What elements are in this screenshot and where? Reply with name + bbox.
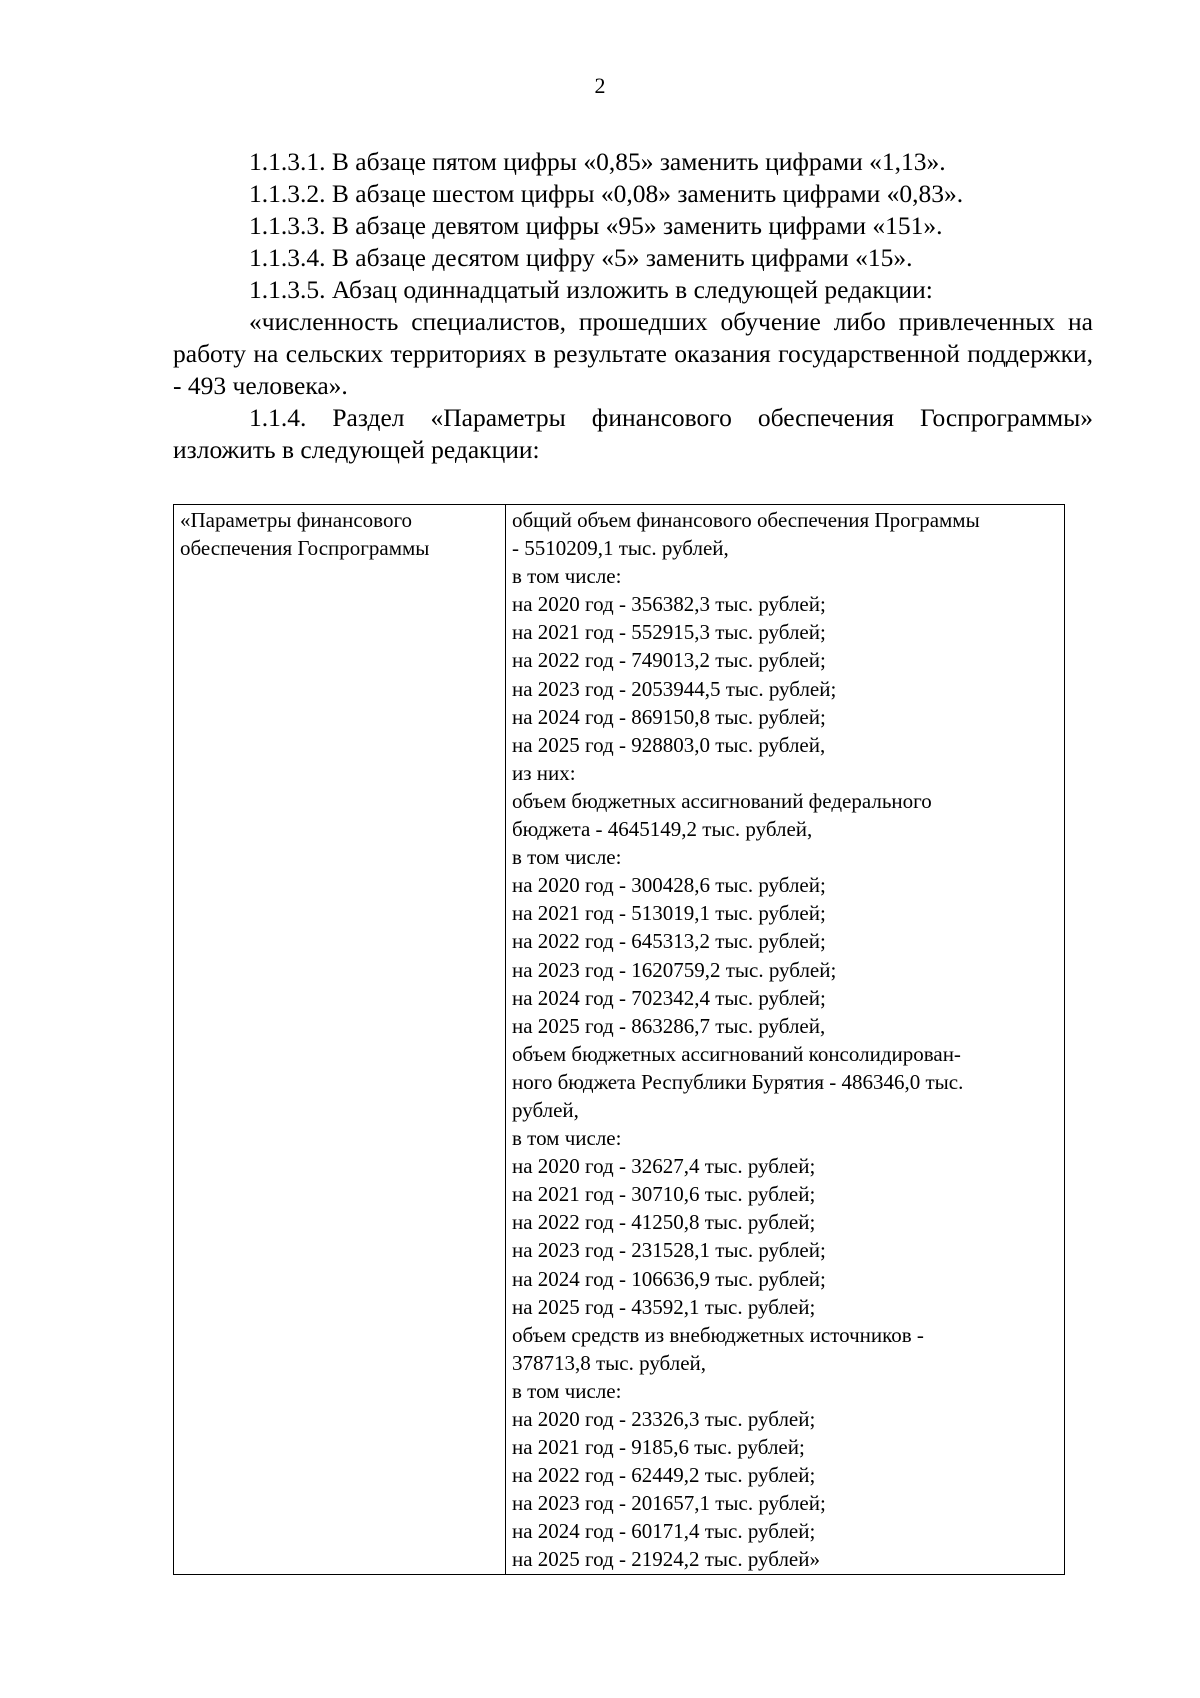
value-line: на 2025 год - 928803,0 тыс. рублей, xyxy=(512,732,826,757)
value-line: объем средств из внебюджетных источников - xyxy=(512,1322,924,1347)
label-line: обеспечения Госпрограммы xyxy=(180,536,430,561)
value-line: на 2023 год - 1620759,2 тыс. рублей; xyxy=(512,957,837,982)
value-line: рублей, xyxy=(512,1097,579,1122)
value-line: на 2021 год - 552915,3 тыс. рублей; xyxy=(512,620,826,645)
value-line: на 2020 год - 23326,3 тыс. рублей; xyxy=(512,1407,816,1431)
table-row xyxy=(174,505,1065,1575)
value-line: на 2025 год - 863286,7 тыс. рублей, xyxy=(512,1013,826,1038)
value-line: на 2023 год - 201657,1 тыс. рублей; xyxy=(512,1491,826,1516)
value-line: на 2020 год - 300428,6 тыс. рублей; xyxy=(512,873,826,898)
value-line: в том числе: xyxy=(512,1378,622,1403)
value-line: на 2022 год - 41250,8 тыс. рублей; xyxy=(512,1210,816,1235)
label-line: «Параметры финансового xyxy=(180,508,413,532)
paragraph-quote-specialists: «численность специалистов, прошедших обучение либо привлеченных на работу на сельских территориях в результате оказания государственной поддержки, - 493 человека». xyxy=(173,307,1093,400)
value-line: на 2020 год - 32627,4 тыс. рублей; xyxy=(512,1154,816,1179)
value-line: на 2023 год - 2053944,5 тыс. рублей; xyxy=(512,676,837,701)
value-line: на 2025 год - 21924,2 тыс. рублей» xyxy=(512,1547,820,1572)
paragraph-1-1-3-5: 1.1.3.5. Абзац одиннадцатый изложить в следующей редакции: xyxy=(249,275,933,304)
value-line: в том числе: xyxy=(512,845,622,870)
value-line: бюджета - 4645149,2 тыс. рублей, xyxy=(512,817,813,842)
value-line: в том числе: xyxy=(512,564,622,589)
value-line: общий объем финансового обеспечения Программы xyxy=(512,508,980,532)
value-line: на 2024 год - 60171,4 тыс. рублей; xyxy=(512,1519,816,1544)
value-line: на 2025 год - 43592,1 тыс. рублей; xyxy=(512,1294,816,1319)
page-number: 2 xyxy=(594,73,606,98)
value-line: на 2022 год - 62449,2 тыс. рублей; xyxy=(512,1463,816,1488)
value-line: на 2024 год - 869150,8 тыс. рублей; xyxy=(512,704,826,729)
table-value-cell xyxy=(506,505,1065,1575)
paragraph-1-1-3-1: 1.1.3.1. В абзаце пятом цифры «0,85» заменить цифрами «1,13». xyxy=(249,147,946,176)
value-line: объем бюджетных ассигнований консолидирован- xyxy=(512,1041,961,1066)
value-line: на 2023 год - 231528,1 тыс. рублей; xyxy=(512,1238,826,1263)
value-line: - 5510209,1 тыс. рублей, xyxy=(512,536,729,561)
value-line: на 2024 год - 106636,9 тыс. рублей; xyxy=(512,1266,826,1291)
table-label-cell xyxy=(174,505,506,1575)
value-line: на 2021 год - 9185,6 тыс. рублей; xyxy=(512,1435,805,1460)
paragraph-1-1-3-3: 1.1.3.3. В абзаце девятом цифры «95» заменить цифрами «151». xyxy=(249,211,943,240)
value-line: объем бюджетных ассигнований федерального xyxy=(512,788,932,813)
value-line: в том числе: xyxy=(512,1126,622,1151)
value-line: из них: xyxy=(512,760,576,785)
value-line: на 2021 год - 30710,6 тыс. рублей; xyxy=(512,1182,816,1207)
value-line: на 2022 год - 645313,2 тыс. рублей; xyxy=(512,929,826,954)
value-line: ного бюджета Республики Бурятия - 486346,0 тыс. xyxy=(512,1069,964,1094)
value-line: 378713,8 тыс. рублей, xyxy=(512,1350,707,1375)
value-line: на 2022 год - 749013,2 тыс. рублей; xyxy=(512,648,826,673)
paragraph-1-1-4: 1.1.4. Раздел «Параметры финансового обеспечения Госпрограммы» изложить в следующей редакции: xyxy=(173,403,1093,464)
value-line: на 2024 год - 702342,4 тыс. рублей; xyxy=(512,985,826,1010)
value-line: на 2020 год - 356382,3 тыс. рублей; xyxy=(512,592,826,617)
document-body xyxy=(173,146,1093,466)
paragraph-1-1-3-4: 1.1.3.4. В абзаце десятом цифру «5» заменить цифрами «15». xyxy=(249,243,913,272)
financing-parameters-table xyxy=(173,504,1065,1575)
paragraph-1-1-3-2: 1.1.3.2. В абзаце шестом цифры «0,08» заменить цифрами «0,83». xyxy=(249,179,964,208)
value-line: на 2021 год - 513019,1 тыс. рублей; xyxy=(512,901,826,926)
